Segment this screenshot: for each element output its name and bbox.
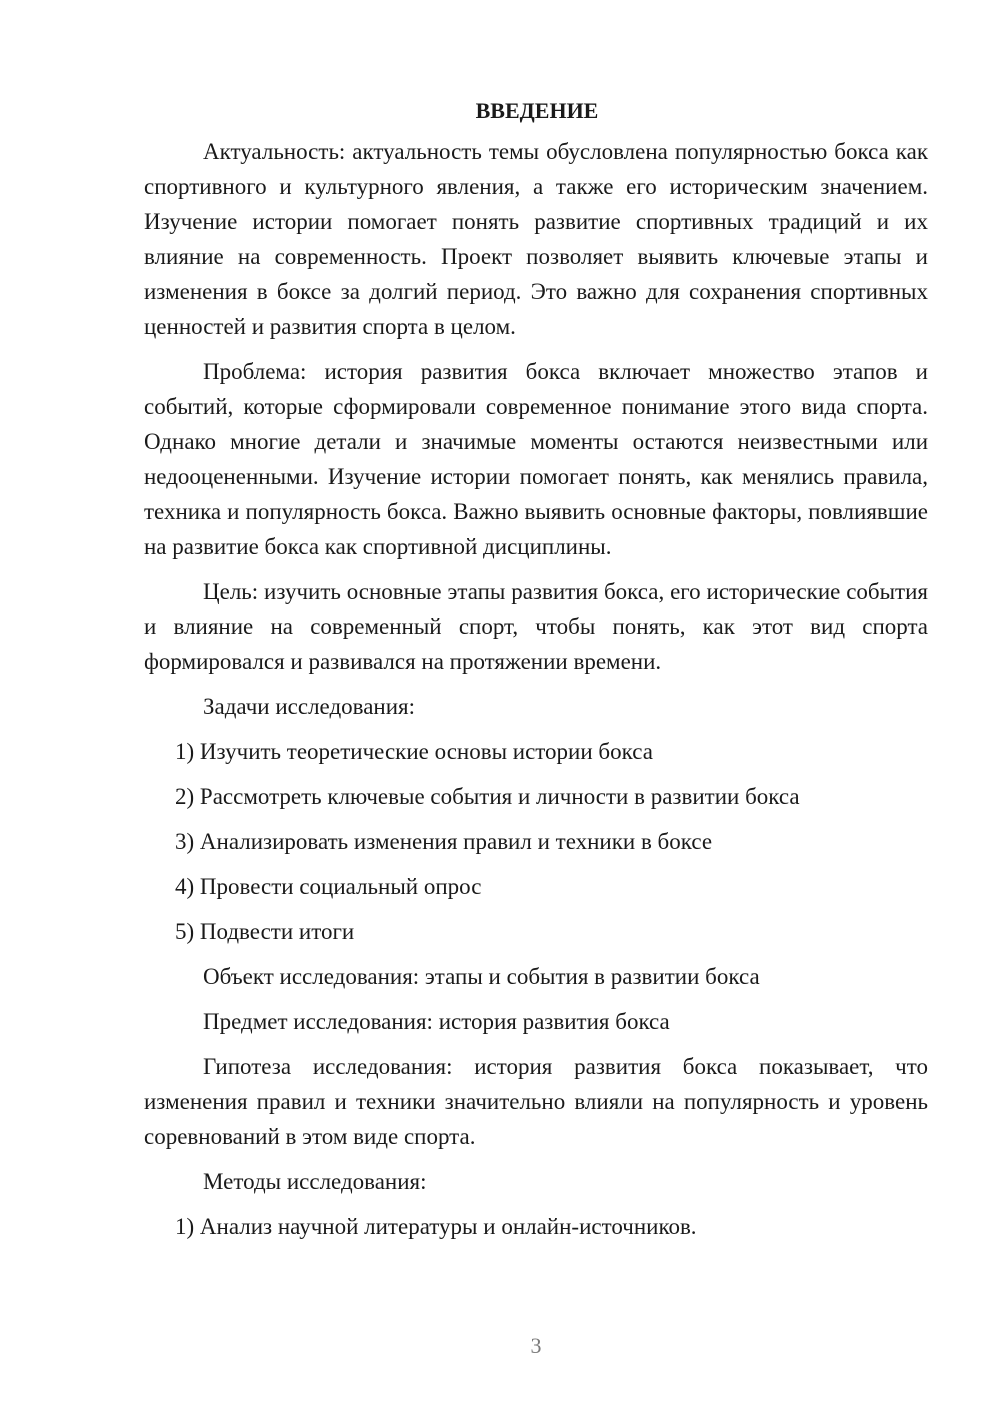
task-item: 2) Рассмотреть ключевые события и личности в развитии бокса xyxy=(175,784,800,809)
hypothesis-paragraph: Гипотеза исследования: история развития бокса показывает, что изменения правил и техники значительно влияли на популярность и уровень соревнований в этом виде спорта. xyxy=(144,1054,928,1149)
goal-paragraph: Цель: изучить основные этапы развития бокса, его исторические события и влияние на современный спорт, чтобы понять, как этот вид спорта формировался и развивался на протяжении времени. xyxy=(144,579,928,674)
relevance-paragraph: Актуальность: актуальность темы обусловлена популярностью бокса как спортивного и культурного явления, а также его историческим значением. Изучение истории помогает понять развитие спортивных традиций и их влияние на современность. Проект позволяет выявить ключевые этапы и изменения в боксе за долгий период. Это важно для сохранения спортивных ценностей и развития спорта в целом. xyxy=(144,139,928,339)
page-number: 3 xyxy=(530,1333,542,1358)
task-item: 1) Изучить теоретические основы истории бокса xyxy=(175,739,653,764)
research-object: Объект исследования: этапы и события в развитии бокса xyxy=(203,964,760,989)
task-item: 5) Подвести итоги xyxy=(175,919,355,944)
task-item: 4) Провести социальный опрос xyxy=(175,874,482,899)
research-subject: Предмет исследования: история развития бокса xyxy=(203,1009,670,1034)
section-title: ВВЕДЕНИЕ xyxy=(475,98,599,123)
methods-heading: Методы исследования: xyxy=(203,1169,427,1194)
task-item: 3) Анализировать изменения правил и техники в боксе xyxy=(175,829,713,854)
document-page xyxy=(144,94,928,1254)
tasks-heading: Задачи исследования: xyxy=(203,694,416,719)
method-item: 1) Анализ научной литературы и онлайн-источников. xyxy=(175,1214,697,1239)
problem-paragraph: Проблема: история развития бокса включает множество этапов и событий, которые сформировали современное понимание этого вида спорта. Однако многие детали и значимые моменты остаются неизвестными или недооцененными. Изучение истории помогает понять, как менялись правила, техника и популярность бокса. Важно выявить основные факторы, повлиявшие на развитие бокса как спортивной дисциплины. xyxy=(144,359,928,559)
